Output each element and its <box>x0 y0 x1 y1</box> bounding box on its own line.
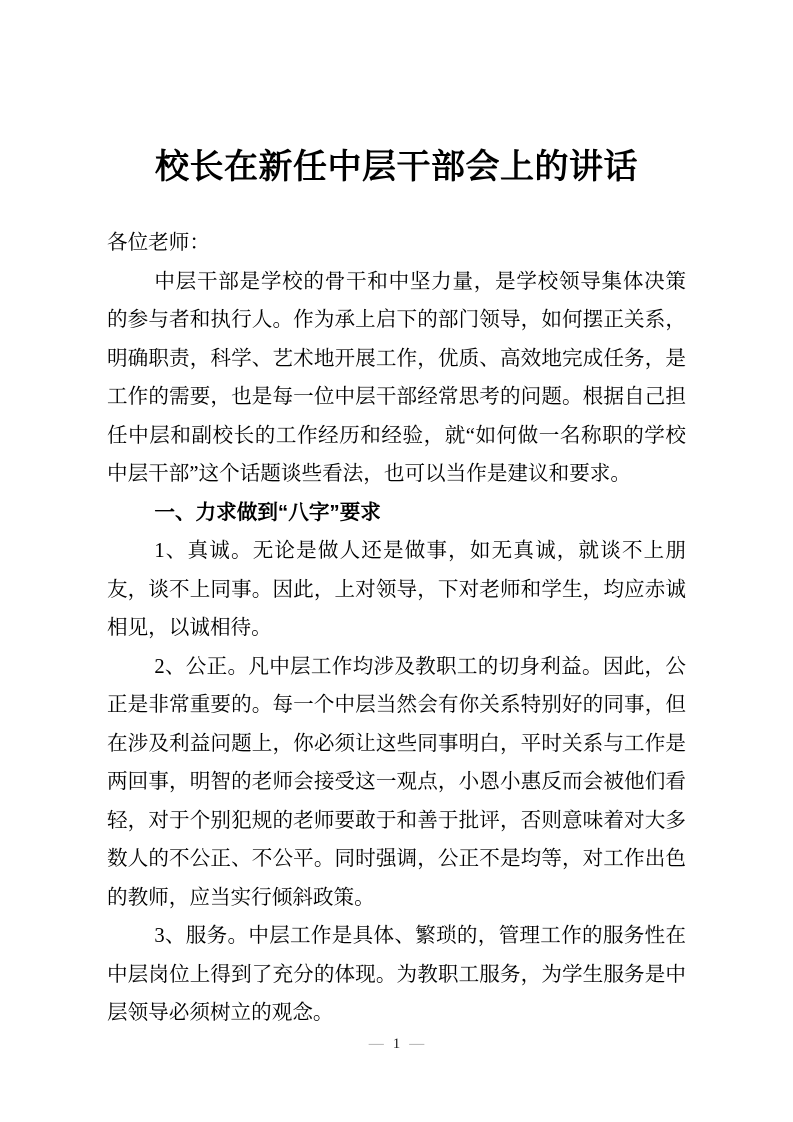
page-title: 校长在新任中层干部会上的讲话 <box>155 148 638 186</box>
item-3-service-paragraph: 3、服务。中层工作是具体、繁琐的，管理工作的服务性在中层岗位上得到了充分的体现。为教职工服务，为学生服务是中层领导必须树立的观念。 <box>107 925 686 1024</box>
section-1-heading: 一、力求做到“八字”要求 <box>154 500 381 524</box>
footer-dash-right: — <box>409 1036 425 1052</box>
salutation-line: 各位老师： <box>107 232 210 254</box>
page-footer <box>0 1034 793 1054</box>
page-number: 1 <box>392 1036 401 1052</box>
item-2-fairness-paragraph: 2、公正。凡中层工作均涉及教职工的切身利益。因此，公正是非常重要的。每一个中层当然会有你关系特别好的同事，但在涉及利益问题上，你必须让这些同事明白，平时关系与工作是两回事，明智的老师会接受这一观点，小恩小惠反而会被他们看轻，对于个别犯规的老师要敢于和善于批评，否则意味着对大多数人的不公正、不公平。同时强调，公正不是均等，对工作出色的教师，应当实行倾斜政策。 <box>107 655 686 909</box>
document-body <box>107 224 686 1033</box>
item-1-sincerity-paragraph: 1、真诚。无论是做人还是做事，如无真诚，就谈不上朋友，谈不上同事。因此，上对领导，下对老师和学生，均应赤诚相见，以诚相待。 <box>107 540 686 639</box>
footer-dash-left: — <box>368 1036 384 1052</box>
intro-paragraph: 中层干部是学校的骨干和中坚力量，是学校领导集体决策的参与者和执行人。作为承上启下的部门领导，如何摆正关系，明确职责，科学、艺术地开展工作，优质、高效地完成任务，是工作的需要，也是每一位中层干部经常思考的问题。根据自己担任中层和副校长的工作经历和经验，就“如何做一名称职的学校中层干部”这个话题谈些看法，也可以当作是建议和要求。 <box>107 270 686 485</box>
